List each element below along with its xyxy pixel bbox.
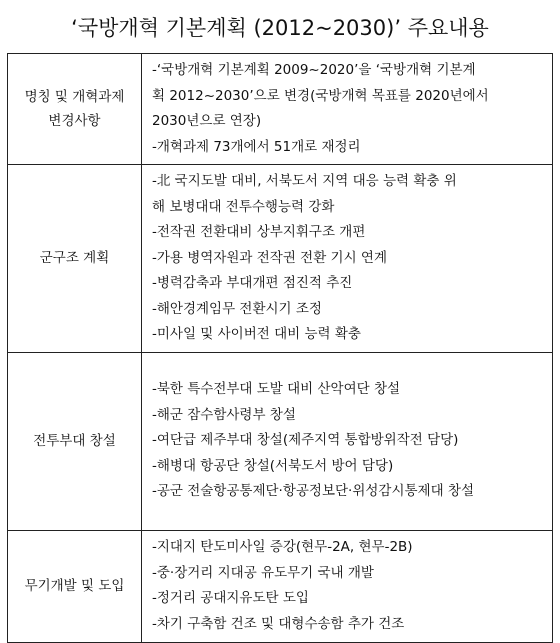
- item-line: -해군 잠수함사령부 창설: [152, 406, 296, 423]
- item-line: -해안경계임무 전환시기 조정: [152, 300, 322, 317]
- item-line: -전작권 전환대비 상부지휘구조 개편: [152, 224, 366, 240]
- item-line: -차기 구축함 건조 및 대형수송함 추가 건조: [152, 615, 405, 632]
- item-line: -지대지 탄도미사일 증강(현무-2A, 현무-2B): [152, 539, 413, 555]
- items-cell: [142, 352, 553, 530]
- item-line: -미사일 및 사이버전 대비 능력 확충: [152, 326, 361, 342]
- table-row: [8, 54, 553, 165]
- item-line: 해 보병대대 전투수행능력 강화: [152, 198, 335, 215]
- category-label: 명칭 및 개혁과제: [24, 89, 125, 105]
- items-cell: [142, 54, 553, 165]
- category-cell: [8, 352, 142, 530]
- item-line: 획 2012~2030’으로 변경(국방개혁 목표를 2020년에서: [152, 87, 489, 104]
- item-line: -개혁과제 73개에서 51개로 재정리: [152, 138, 361, 155]
- category-cell: [8, 530, 142, 642]
- category-label: 전투부대 창설: [33, 433, 116, 449]
- item-line: -중·장거리 지대공 유도무기 국내 개발: [152, 564, 374, 581]
- item-line: -여단급 제주부대 창설(제주지역 통합방위작전 담당): [152, 432, 459, 449]
- item-line: -北 국지도발 대비, 서북도서 지역 대응 능력 확충 위: [152, 173, 457, 189]
- category-cell: [8, 165, 142, 353]
- items-cell: [142, 165, 553, 353]
- item-line: -병력감축과 부대개편 점진적 추진: [152, 275, 353, 291]
- items-cell: [142, 530, 553, 642]
- item-line: -해병대 항공단 창설(서북도서 방어 담당): [152, 457, 394, 474]
- table-row: [8, 352, 553, 530]
- category-cell: [8, 54, 142, 165]
- item-line: 2030년으로 연장): [152, 113, 262, 129]
- table-row: [8, 165, 553, 353]
- summary-table: [7, 53, 553, 643]
- item-line: -‘국방개혁 기본계획 2009~2020’을 ‘국방개혁 기본계: [152, 62, 476, 78]
- category-label: 무기개발 및 도입: [24, 578, 125, 594]
- item-line: -공군 전술항공통제단·항공정보단·위성감시통제대 창설: [152, 483, 474, 500]
- item-line: -북한 특수전부대 도발 대비 산악여단 창설: [152, 381, 401, 398]
- category-label: 군구조 계획: [39, 250, 110, 267]
- item-line: -가용 병역자원과 전작권 전환 기시 연계: [152, 249, 387, 266]
- document-title: ‘국방개혁 기본계획 (2012~2030)’ 주요내용: [71, 15, 489, 40]
- category-label: 변경사항: [48, 113, 101, 129]
- item-line: -정거리 공대지유도탄 도입: [152, 590, 309, 606]
- table-row: [8, 530, 553, 642]
